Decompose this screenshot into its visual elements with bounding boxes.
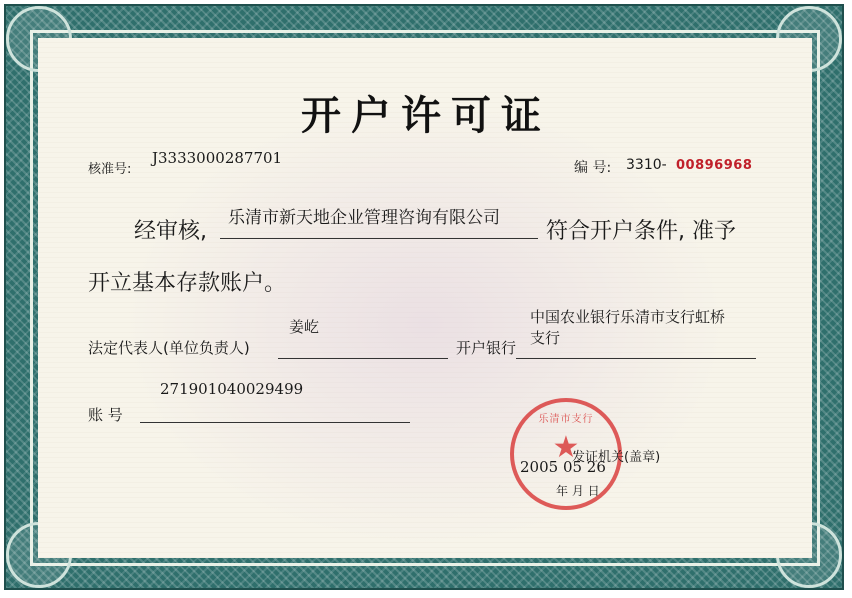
approval-number-label: 核准号: xyxy=(88,162,132,177)
bank-name-line1: 中国农业银行乐清市支行虹桥 xyxy=(530,308,726,326)
serial-number-prefix: 3310- xyxy=(626,157,667,173)
bank-label: 开户银行 xyxy=(456,339,517,357)
open-account-statement: 开立基本存款账户。 xyxy=(88,271,287,296)
approval-number-value: J3333000287701 xyxy=(152,149,283,167)
seal-text: 乐清市支行 xyxy=(538,414,594,425)
legal-representative-value: 姜屹 xyxy=(289,318,320,336)
company-name: 乐清市新天地企业管理咨询有限公司 xyxy=(228,208,500,228)
serial-number-value: 00896968 xyxy=(676,158,753,173)
seal-star-icon: ★ xyxy=(552,430,580,465)
review-suffix-text: 符合开户条件, 准予 xyxy=(546,219,736,244)
legal-representative-label: 法定代表人(单位负责人) xyxy=(88,339,250,357)
bank-underline xyxy=(516,358,756,359)
account-number-label: 账 号 xyxy=(88,406,123,424)
bank-name-line2: 支行 xyxy=(530,329,561,347)
certificate-title: 开户许可证 xyxy=(301,93,551,139)
account-number-underline xyxy=(140,422,410,423)
issue-date-value: 2005 05 26 xyxy=(520,458,606,476)
issue-date-units: 年 月 日 xyxy=(556,484,600,498)
review-prefix-text: 经审核, xyxy=(134,219,207,244)
serial-number-label: 编 号: xyxy=(574,160,612,176)
account-number-value: 271901040029499 xyxy=(160,380,304,398)
legal-representative-underline xyxy=(278,358,448,359)
company-name-underline xyxy=(220,238,538,239)
issuing-authority-label: 发证机关(盖章) xyxy=(572,450,661,465)
